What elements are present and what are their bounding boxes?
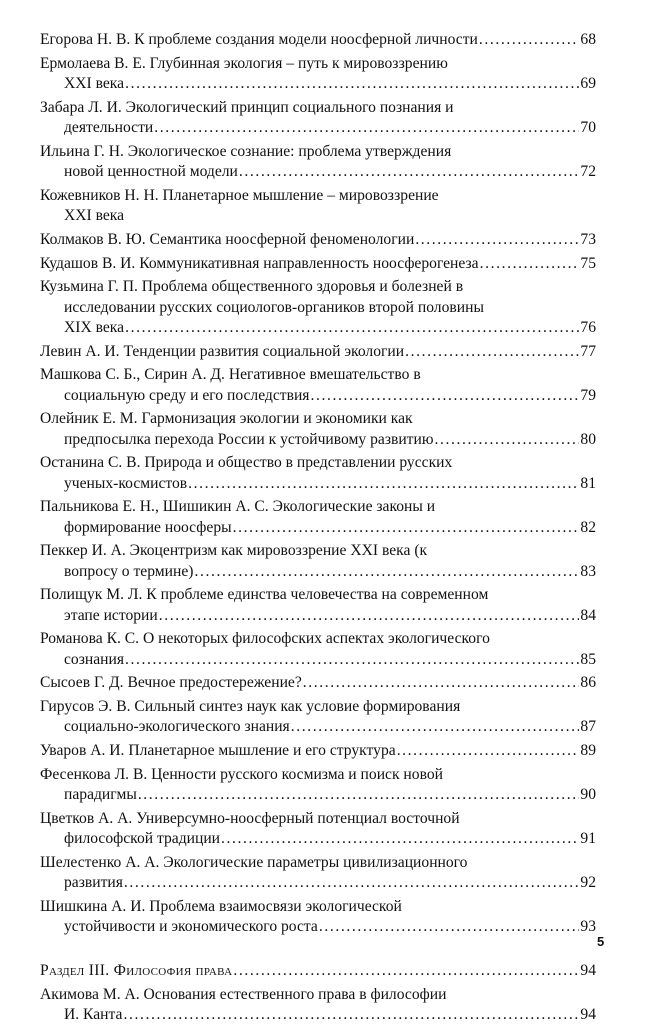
- toc-entry-text: ученых-космистов: [64, 474, 188, 492]
- dot-leader: [125, 74, 579, 94]
- toc-entry-text: исследовании русских социологов-органиков второй половины: [64, 298, 484, 316]
- toc-entry-line: [40, 30, 596, 50]
- toc-entry: [40, 277, 596, 338]
- toc-entry: [40, 853, 596, 893]
- toc-entry: [40, 629, 596, 669]
- toc-entry-line: [40, 474, 596, 494]
- toc-entry-line: [40, 541, 596, 561]
- toc-entry-line: [40, 142, 596, 162]
- toc-entry: [40, 54, 596, 94]
- dot-leader: [233, 961, 579, 981]
- toc-entry-line: [40, 1005, 596, 1025]
- toc-page-number: 81: [580, 474, 596, 492]
- dot-leader: [435, 430, 580, 450]
- toc-entry: [40, 365, 596, 405]
- dot-leader: [303, 673, 580, 693]
- toc-entry-line: [40, 162, 596, 182]
- toc-entry-text: Олейник Е. М. Гармонизация экологии и экономики как: [40, 410, 413, 428]
- toc-entry-line: [40, 697, 596, 717]
- toc-entry: [40, 497, 596, 537]
- toc-entry-line: [40, 118, 596, 138]
- toc-entry-line: [40, 298, 596, 318]
- dot-leader: [188, 474, 579, 494]
- toc-entry-text: развития: [64, 874, 123, 892]
- toc-entry: [40, 98, 596, 138]
- dot-leader: [154, 118, 579, 138]
- toc-entry-line: [40, 673, 596, 693]
- toc-entry-line: [40, 365, 596, 385]
- toc-entry-text: новой ценностной модели: [64, 163, 238, 180]
- toc-entry-text: Останина С. В. Природа и общество в представлении русских: [40, 454, 453, 472]
- toc-page-number: 91: [580, 830, 596, 848]
- toc-page-number: 94: [580, 961, 596, 979]
- table-of-contents: [40, 30, 596, 1029]
- toc-entry: [40, 697, 596, 737]
- toc-page-number: 94: [580, 1005, 596, 1023]
- toc-entry-text: сознания: [64, 650, 125, 668]
- toc-entry-text: Уваров А. И. Планетарное мышление и его структура: [40, 742, 396, 760]
- toc-entry-text: формирование ноосферы: [64, 518, 232, 536]
- toc-entry-text: Ильина Г. Н. Экологическое сознание: проблема утверждения: [40, 142, 452, 160]
- toc-entry: [40, 585, 596, 625]
- toc-entry-line: [40, 318, 596, 338]
- page-number: 5: [597, 934, 605, 949]
- toc-entry-text: парадигмы: [64, 786, 137, 804]
- toc-entry: [40, 30, 596, 50]
- toc-entry-text: Романова К. С. О некоторых философских аспектах экологического: [40, 630, 490, 648]
- dot-leader: [138, 785, 580, 805]
- toc-entry-text: этапе истории: [64, 606, 158, 624]
- toc-entry-line: [40, 785, 596, 805]
- toc-entry-line: [40, 277, 596, 297]
- dot-leader: [124, 873, 579, 893]
- dot-leader: [480, 254, 580, 274]
- toc-entry-line: [40, 206, 596, 226]
- toc-entry: [40, 541, 596, 581]
- toc-entry-line: [40, 985, 596, 1005]
- toc-entry: [40, 186, 596, 226]
- toc-entry-text: Левин А. И. Тенденции развития социальной экологии: [40, 342, 405, 360]
- toc-entry-text: Пальникова Е. Н., Шишикин А. С. Экологические законы и: [40, 498, 436, 516]
- toc-entry-text: Сысоев Г. Д. Вечное предостережение?: [40, 674, 302, 692]
- toc-entry-text: предпосылка перехода России к устойчивому развитию: [64, 430, 434, 448]
- toc-entry-line: [40, 186, 596, 206]
- toc-entry-line: [40, 961, 596, 981]
- dot-leader: [233, 518, 580, 538]
- toc-entry-line: [40, 254, 596, 274]
- toc-entry-line: [40, 809, 596, 829]
- toc-entry-line: [40, 897, 596, 917]
- dot-leader: [221, 829, 579, 849]
- dot-leader: [415, 230, 579, 250]
- dot-leader: [319, 917, 580, 937]
- toc-page-number: 93: [580, 918, 596, 936]
- toc-entry-line: [40, 98, 596, 118]
- toc-entry-line: [40, 342, 596, 362]
- dot-leader: [291, 717, 580, 737]
- toc-entry-text: Машкова С. Б., Сирин А. Д. Негативное вмешательство в: [40, 366, 421, 384]
- toc-entry-line: [40, 606, 596, 626]
- toc-entry-line: [40, 585, 596, 605]
- toc-entry-line: [40, 430, 596, 450]
- toc-entry-text: Полищук М. Л. К проблеме единства человечества на современном: [40, 586, 489, 604]
- toc-entry: [40, 673, 596, 693]
- toc-entry-text: Пеккер И. А. Экоцентризм как мировоззрение XXI века (к: [40, 542, 428, 560]
- toc-entry: [40, 985, 596, 1025]
- toc-entry-line: [40, 741, 596, 761]
- toc-entry-line: [40, 386, 596, 406]
- toc-section-heading: [40, 961, 596, 981]
- toc-entry-text: социально-экологического знания: [64, 718, 290, 736]
- toc-entry-text: Шишкина А. И. Проблема взаимосвязи экологической: [40, 897, 402, 915]
- dot-leader: [405, 342, 579, 362]
- toc-page-number: 79: [580, 386, 596, 404]
- section-gap: [40, 941, 596, 961]
- toc-entry: [40, 142, 596, 182]
- toc-entry-text: социальную среду и его последствия: [64, 386, 310, 404]
- toc-entry-line: [40, 54, 596, 74]
- toc-page-number: 85: [580, 650, 596, 668]
- toc-entry-text: устойчивости и экономического роста: [64, 918, 318, 936]
- toc-entry-line: [40, 717, 596, 737]
- toc-page-number: 76: [580, 318, 596, 336]
- toc-page-number: 73: [580, 230, 596, 248]
- toc-entry-line: [40, 74, 596, 94]
- toc-entry-line: [40, 453, 596, 473]
- toc-entry: [40, 230, 596, 250]
- toc-entry-text: Колмаков В. Ю. Семантика ноосферной феноменологии: [40, 230, 415, 248]
- toc-entry-text: И. Канта: [64, 1005, 123, 1023]
- toc-entry-text: XXI века: [64, 75, 125, 92]
- toc-entry-line: [40, 873, 596, 893]
- toc-page-number: 89: [580, 742, 596, 760]
- dot-leader: [479, 30, 580, 50]
- toc-entry: [40, 809, 596, 849]
- toc-entry-line: [40, 230, 596, 250]
- toc-page-number: 90: [580, 786, 596, 804]
- toc-entry-line: [40, 409, 596, 429]
- toc-entry-text: Кожевников Н. Н. Планетарное мышление – мировоззрение: [40, 186, 439, 204]
- toc-entry-text: философской традиции: [64, 830, 221, 848]
- toc-page-number: 77: [580, 342, 596, 360]
- dot-leader: [159, 606, 580, 626]
- toc-entry-text: Гирусов Э. В. Сильный синтез наук как условие формирования: [40, 698, 461, 716]
- toc-entry: [40, 342, 596, 362]
- toc-entry-line: [40, 562, 596, 582]
- toc-entry: [40, 897, 596, 937]
- toc-entry-text: Шелестенко А. А. Экологические параметры цивилизационного: [40, 853, 468, 871]
- toc-page-number: 75: [580, 254, 596, 272]
- toc-entry-line: [40, 518, 596, 538]
- toc-page-number: 80: [580, 430, 596, 448]
- toc-entry-text: XIX века: [64, 318, 125, 336]
- toc-entry-text: Акимова М. А. Основания естественного права в философии: [40, 985, 447, 1003]
- toc-entry-text: Раздел III. Философия права: [40, 961, 233, 979]
- toc-page-number: 83: [580, 562, 596, 580]
- toc-entry-text: Егорова Н. В. К проблеме создания модели ноосферной личности: [40, 31, 478, 48]
- toc-entry-text: Фесенкова Л. В. Ценности русского космизма и поиск новой: [40, 765, 443, 783]
- toc-entry: [40, 765, 596, 805]
- dot-leader: [397, 741, 580, 761]
- toc-page-number: 68: [580, 31, 596, 48]
- toc-entry-text: Ермолаева В. Е. Глубинная экология – путь к мировоззрению: [40, 54, 448, 72]
- toc-entry-text: Кузьмина Г. П. Проблема общественного здоровья и болезней в: [40, 278, 464, 296]
- toc-page-number: 92: [580, 874, 596, 892]
- toc-entry: [40, 409, 596, 449]
- toc-page-number: 86: [580, 674, 596, 692]
- toc-entry-text: Забара Л. И. Экологический принцип социального познания и: [40, 98, 454, 116]
- dot-leader: [123, 1005, 579, 1025]
- dot-leader: [310, 386, 579, 406]
- toc-entry: [40, 453, 596, 493]
- toc-page-number: 87: [580, 718, 596, 736]
- dot-leader: [194, 562, 579, 582]
- toc-entry-text: Цветков А. А. Универсумно-ноосферный потенциал восточной: [40, 809, 460, 827]
- toc-entry-line: [40, 917, 596, 937]
- toc-entry-text: XXI века: [64, 207, 125, 224]
- toc-entry: [40, 254, 596, 274]
- toc-entry-line: [40, 829, 596, 849]
- toc-page-number: 69: [580, 75, 596, 92]
- toc-entry-line: [40, 497, 596, 517]
- dot-leader: [125, 650, 579, 670]
- dot-leader: [239, 162, 580, 182]
- toc-page-number: 72: [580, 163, 596, 180]
- toc-page-number: 70: [580, 119, 596, 136]
- toc-entry-text: деятельности: [64, 119, 154, 136]
- toc-entry-text: вопросу о термине): [64, 562, 194, 580]
- toc-page-number: 84: [580, 606, 596, 624]
- toc-page-number: 82: [580, 518, 596, 536]
- toc-entry-line: [40, 650, 596, 670]
- toc-entry-text: Кудашов В. И. Коммуникативная направленность ноосферогенеза: [40, 254, 479, 272]
- toc-entry-line: [40, 629, 596, 649]
- toc-entry: [40, 741, 596, 761]
- toc-entry-line: [40, 853, 596, 873]
- toc-entry-line: [40, 765, 596, 785]
- dot-leader: [125, 318, 579, 338]
